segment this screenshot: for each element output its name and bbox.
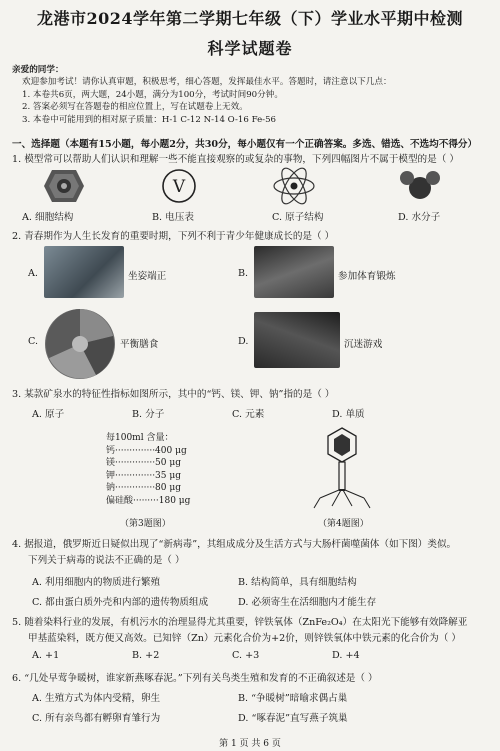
label-row-calcium: 钙··············400 μg [106,445,187,456]
q1-option-c[interactable]: C. 原子结构 [272,212,324,223]
q2-letter-b[interactable]: B. [238,268,249,279]
q3-stem: 3. 某款矿泉水的特征性指标如图所示，其中的“钙、镁、钾、钠”指的是（ ） [12,389,335,400]
q2-photo-balanced-diet [44,308,116,380]
q5-option-b[interactable]: B. +2 [132,650,160,661]
q3-option-c[interactable]: C. 元素 [232,409,265,420]
q2-photo-gaming [254,312,340,368]
greeting: 亲爱的同学： [12,65,64,75]
label-row-metasilicic: 偏硅酸·········180 μg [106,495,191,506]
page-footer: 第 1 页 共 6 页 [219,739,281,749]
note-1: 1. 本卷共6页，两大题，24小题，满分为100分，考试时间90分钟。 [22,89,283,100]
bacteriophage-diagram [310,426,374,510]
q1-stem: 1. 模型常可以帮助人们认识和理解一些不能直接观察的或复杂的事物，下列四幅图片不属于模型的是（ ） [12,154,459,165]
water-molecule-model-icon [398,168,442,204]
voltmeter-symbol-icon [160,167,198,205]
q2-letter-c[interactable]: C. [28,336,39,347]
label-title: 每100ml 含量： [106,433,174,443]
mineral-water-label [106,432,190,507]
cell-model-image [44,168,84,204]
q2-letter-a[interactable]: A. [28,268,38,279]
q2-stem: 2. 青春期作为人生长发育的重要时期，下列不利于青少年健康成长的是（ ） [12,231,335,242]
q2-photo-sitting [44,246,124,298]
atom-model-icon [272,166,316,206]
q1-option-d[interactable]: D. 水分子 [398,212,441,223]
q2-option-b: 参加体育锻炼 [338,271,396,282]
q6-option-a[interactable]: A. 生殖方式为体内受精，卵生 [32,693,161,704]
q2-option-c: 平衡膳食 [120,339,159,350]
label-row-magnesium: 镁··············50 μg [106,458,181,468]
q4-option-a[interactable]: A. 利用细胞内的物质进行繁殖 [32,577,161,588]
note-2: 2. 答案必须写在答题卷的相应位置上，写在试题卷上无效。 [22,102,248,113]
q5-option-c[interactable]: C. +3 [232,650,260,661]
q1-option-b[interactable]: B. 电压表 [152,212,194,223]
fig3-caption: （第3题图） [120,519,171,529]
label-row-sodium: 钠··············80 μg [106,483,181,493]
q5-stem-line1: 5. 随着染料行业的发展，有机污水的治理显得尤其重要，锌铁氧体（ZnFe₂O₄）在太阳光下能够有效降解亚 [12,617,468,628]
q6-stem: 6. “几处早莺争暖树，谁家新燕啄春泥。”下列有关鸟类生殖和发育的不正确叙述是（ ） [12,673,378,684]
q3-option-b[interactable]: B. 分子 [132,409,165,420]
q1-option-a[interactable]: A. 细胞结构 [22,212,74,223]
q6-option-c[interactable]: C. 所有亲鸟都有孵卵育雏行为 [32,713,161,724]
note-3: 3. 本卷中可能用到的相对原子质量：H-1 C-12 N-14 O-16 Fe-56 [22,114,277,125]
q4-stem-line1: 4. 据报道，俄罗斯近日疑似出现了“新病毒”，其组成成分及生活方式与大肠杆菌噬菌体（如下图）类似。 [12,539,457,550]
q2-option-d: 沉迷游戏 [344,339,383,350]
voltmeter-letter: V [172,177,186,197]
exam-subtitle: 科学试题卷 [207,39,293,58]
section-heading: 一、选择题（本题有15小题，每小题2分，共30分，每小题仅有一个正确答案。多选、错选、不选均不得分） [12,139,478,150]
q5-stem-line2: 甲基蓝染料，既方便又高效。已知锌（Zn）元素化合价为+2价，则锌铁氧体中铁元素的化合价为（ ） [28,633,461,644]
q4-option-b[interactable]: B. 结构简单，具有细胞结构 [238,577,357,588]
q4-option-c[interactable]: C. 都由蛋白质外壳和内部的遗传物质组成 [32,597,209,608]
fig4-caption: （第4题图） [318,519,369,529]
label-row-potassium: 钾··············35 μg [106,470,181,481]
q6-option-d[interactable]: D. “啄春泥”直写燕子筑巢 [238,713,348,724]
q5-option-d[interactable]: D. +4 [332,650,360,661]
q2-photo-exercise [254,246,334,298]
q5-option-a[interactable]: A. +1 [32,650,60,661]
q3-option-a[interactable]: A. 原子 [32,409,65,420]
q2-letter-d[interactable]: D. [238,336,249,347]
q4-stem-line2: 下列关于病毒的说法不正确的是（ ） [28,555,185,566]
intro: 欢迎参加考试！请你认真审题，积极思考，细心答题，发挥最佳水平。答题时，请注意以下几点： [22,77,392,88]
q6-option-b[interactable]: B. “争暖树”暗喻求偶占巢 [238,693,348,704]
exam-title: 龙港市2024学年第二学期七年级（下）学业水平期中检测 [36,9,464,28]
q4-option-d[interactable]: D. 必须寄生在活细胞内才能生存 [238,597,377,608]
q3-option-d[interactable]: D. 单质 [332,409,365,420]
instructions [12,64,492,126]
q2-option-a: 坐姿端正 [128,271,167,282]
